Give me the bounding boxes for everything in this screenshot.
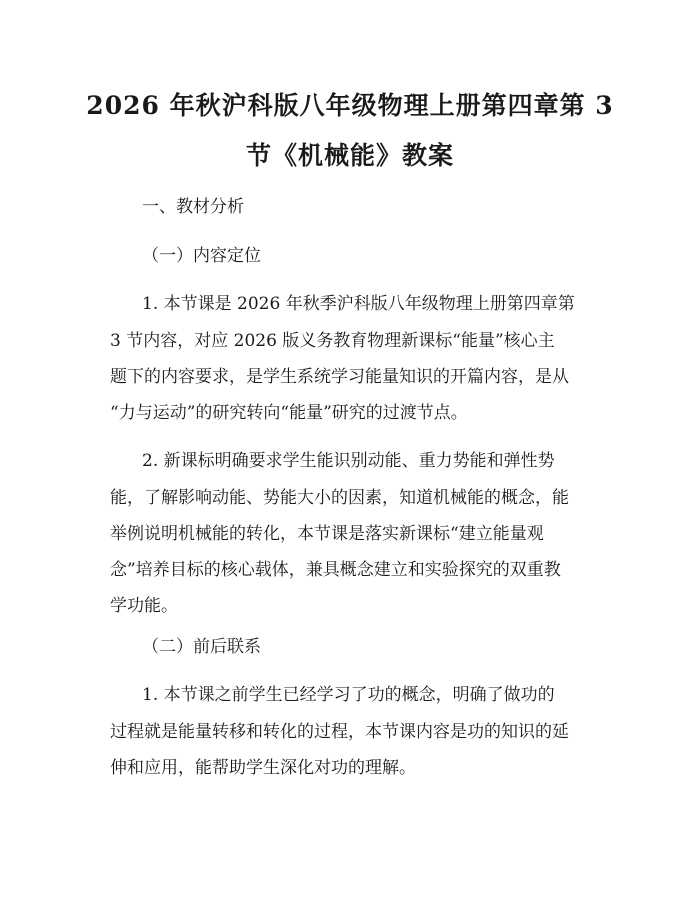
paragraph-line: 举例说明机械能的转化，本节课是落实新课标“建立能量观 <box>110 524 544 544</box>
paragraph-line: “力与运动”的研究转向“能量”研究的过渡节点。 <box>110 403 468 423</box>
subsection-heading-content-positioning: （一）内容定位 <box>142 246 261 266</box>
paragraph-line: 3 节内容，对应 2026 版义务教育物理新课标“能量”核心主 <box>110 331 555 351</box>
paragraph-line: 题下的内容要求，是学生系统学习能量知识的开篇内容，是从 <box>110 367 569 387</box>
document-title-line-2: 节《机械能》教案 <box>245 141 454 170</box>
paragraph-line: 学功能。 <box>110 596 178 616</box>
paragraph-line: 念”培养目标的核心载体，兼具概念建立和实验探究的双重教 <box>110 560 561 580</box>
paragraph-line: 1. 本节课之前学生已经学习了功的概念，明确了做功的 <box>142 685 555 705</box>
subsection-heading-connections: （二）前后联系 <box>142 637 261 657</box>
paragraph-line: 过程就是能量转移和转化的过程，本节课内容是功的知识的延 <box>110 722 569 742</box>
paragraph-line: 能，了解影响动能、势能大小的因素，知道机械能的概念，能 <box>110 488 569 508</box>
paragraph-line: 1. 本节课是 2026 年秋季沪科版八年级物理上册第四章第 <box>142 294 575 314</box>
paragraph-line: 2. 新课标明确要求学生能识别动能、重力势能和弹性势 <box>142 451 555 471</box>
paragraph-line: 伸和应用，能帮助学生深化对功的理解。 <box>110 758 416 778</box>
document-title-line-1: 2026 年秋沪科版八年级物理上册第四章第 3 <box>86 91 614 120</box>
section-heading-textbook-analysis: 一、教材分析 <box>142 197 244 217</box>
